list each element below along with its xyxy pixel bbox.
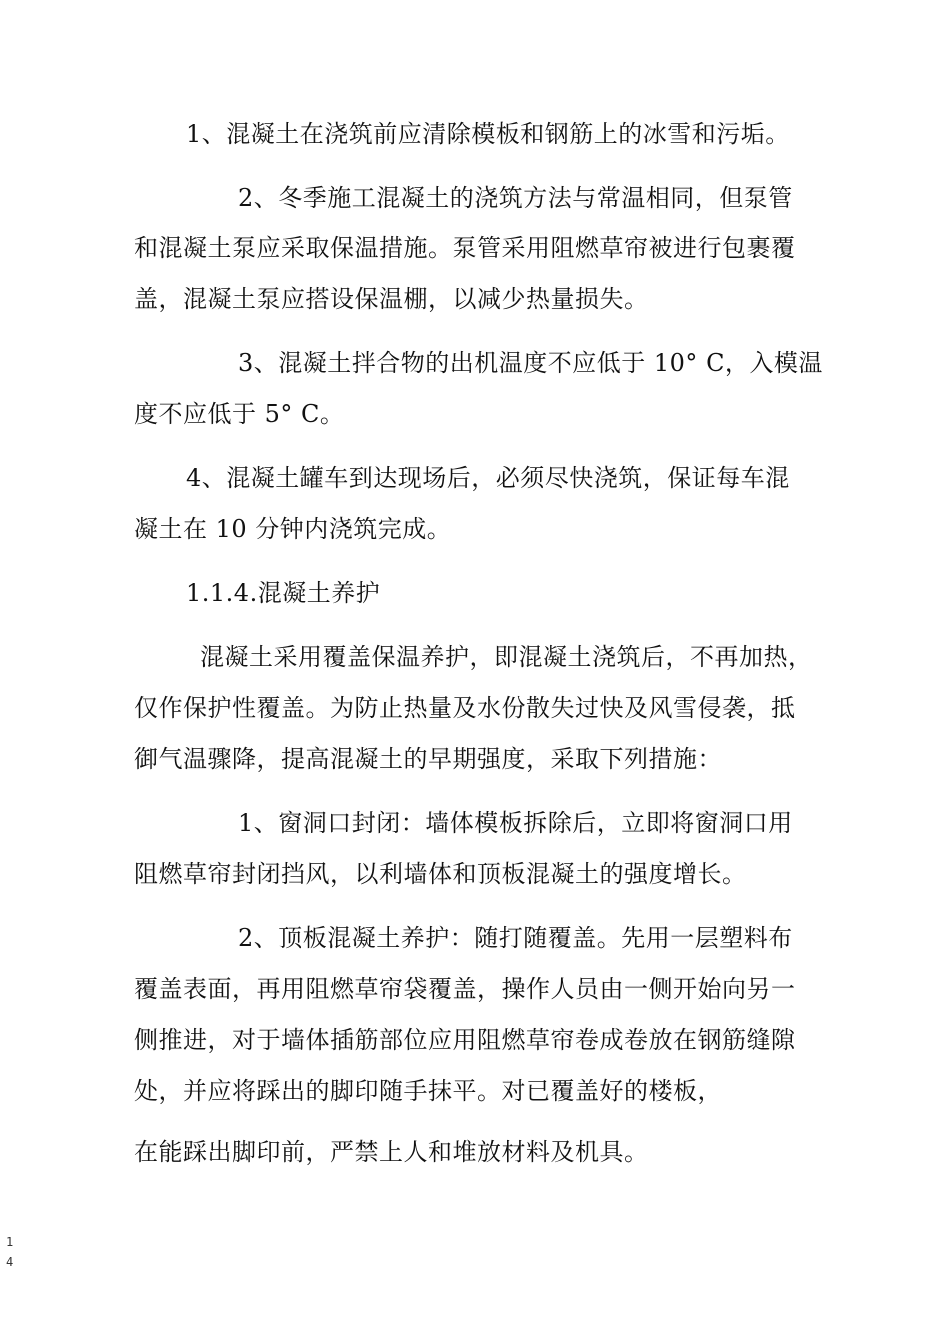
paragraph-line: 1、窗洞口封闭：墙体模板拆除后，立即将窗洞口用 <box>238 809 793 837</box>
paragraph-line: 度不应低于 5° C。 <box>134 400 345 428</box>
paragraph-line: 1、混凝土在浇筑前应清除模板和钢筋上的冰雪和污垢。 <box>186 120 790 148</box>
paragraph-line: 和混凝土泵应采取保温措施。泵管采用阻燃草帘被进行包裹覆 <box>134 234 796 262</box>
page-number-digit: 1 <box>6 1235 14 1249</box>
paragraph-line: 仅作保护性覆盖。为防止热量及水份散失过快及风雪侵袭，抵 <box>134 694 796 722</box>
paragraph-line: 侧推进，对于墙体插筋部位应用阻燃草帘卷成卷放在钢筋缝隙 <box>134 1026 796 1054</box>
paragraph-line: 4、混凝土罐车到达现场后，必须尽快浇筑，保证每车混 <box>186 464 790 492</box>
page-number-digit: 4 <box>6 1255 14 1269</box>
paragraph-line: 盖，混凝土泵应搭设保温棚，以减少热量损失。 <box>134 285 649 313</box>
paragraph-line: 2、顶板混凝土养护：随打随覆盖。先用一层塑料布 <box>238 924 793 952</box>
paragraph-line: 覆盖表面，再用阻燃草帘袋覆盖，操作人员由一侧开始向另一 <box>134 975 796 1003</box>
paragraph-line: 混凝土采用覆盖保温养护，即混凝土浇筑后，不再加热， <box>200 643 813 671</box>
paragraph-line: 阻燃草帘封闭挡风，以利墙体和顶板混凝土的强度增长。 <box>134 860 747 888</box>
paragraph-line: 处，并应将踩出的脚印随手抹平。对已覆盖好的楼板， <box>134 1077 722 1105</box>
section-heading: 1.1.4.混凝土养护 <box>186 579 381 607</box>
paragraph-line: 御气温骤降，提高混凝土的早期强度，采取下列措施： <box>134 745 722 773</box>
paragraph-line: 3、混凝土拌合物的出机温度不应低于 10° C，入模温 <box>238 349 823 377</box>
paragraph-line: 凝土在 10 分钟内浇筑完成。 <box>134 515 452 543</box>
paragraph-line: 在能踩出脚印前，严禁上人和堆放材料及机具。 <box>134 1138 649 1166</box>
paragraph-line: 2、冬季施工混凝土的浇筑方法与常温相同，但泵管 <box>238 184 793 212</box>
